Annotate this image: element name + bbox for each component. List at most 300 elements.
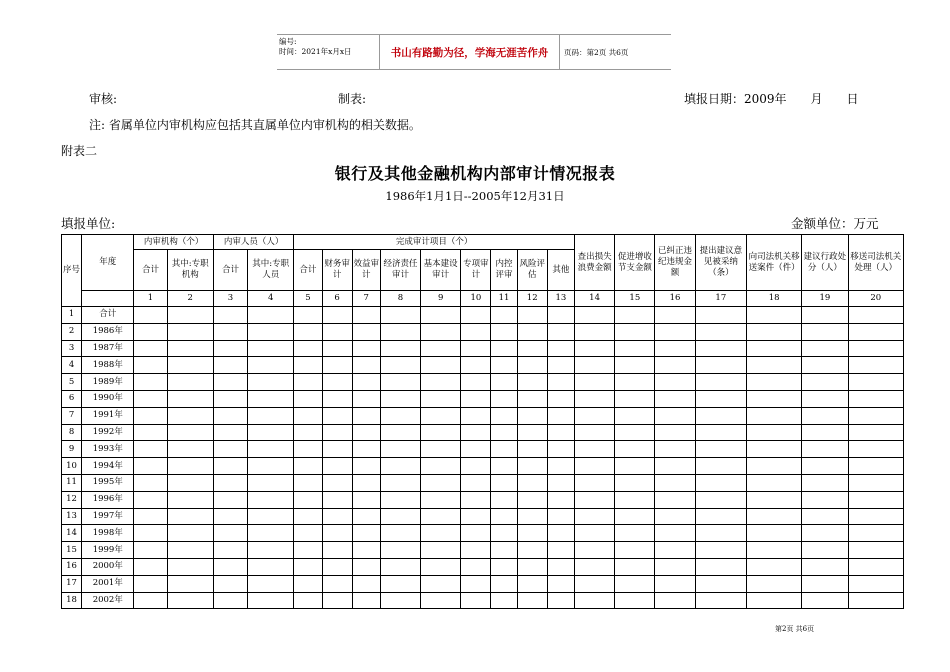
data-cell[interactable] [352,374,380,391]
data-cell[interactable] [167,441,213,458]
data-cell[interactable] [167,458,213,475]
data-cell[interactable] [574,491,614,508]
data-cell[interactable] [421,491,461,508]
data-cell[interactable] [421,525,461,542]
data-cell[interactable] [461,424,491,441]
data-cell[interactable] [380,542,420,559]
data-cell[interactable] [248,407,294,424]
data-cell[interactable] [491,525,517,542]
data-cell[interactable] [655,307,695,324]
data-cell[interactable] [461,508,491,525]
data-cell[interactable] [848,592,903,609]
data-cell[interactable] [517,307,547,324]
data-cell[interactable] [352,474,380,491]
data-cell[interactable] [167,508,213,525]
data-cell[interactable] [746,307,801,324]
data-cell[interactable] [248,390,294,407]
data-cell[interactable] [380,323,420,340]
data-cell[interactable] [322,458,352,475]
data-cell[interactable] [461,340,491,357]
data-cell[interactable] [746,458,801,475]
data-cell[interactable] [491,424,517,441]
data-cell[interactable] [615,307,655,324]
data-cell[interactable] [352,307,380,324]
data-cell[interactable] [517,407,547,424]
data-cell[interactable] [615,407,655,424]
data-cell[interactable] [167,307,213,324]
data-cell[interactable] [248,491,294,508]
data-cell[interactable] [380,474,420,491]
data-cell[interactable] [134,491,167,508]
data-cell[interactable] [848,575,903,592]
data-cell[interactable] [380,424,420,441]
data-cell[interactable] [746,525,801,542]
data-cell[interactable] [294,558,322,575]
data-cell[interactable] [491,441,517,458]
data-cell[interactable] [248,374,294,391]
data-cell[interactable] [213,575,247,592]
data-cell[interactable] [421,374,461,391]
data-cell[interactable] [167,340,213,357]
data-cell[interactable] [380,407,420,424]
data-cell[interactable] [491,558,517,575]
data-cell[interactable] [517,340,547,357]
data-cell[interactable] [547,474,574,491]
data-cell[interactable] [461,307,491,324]
data-cell[interactable] [615,525,655,542]
data-cell[interactable] [655,357,695,374]
data-cell[interactable] [655,542,695,559]
data-cell[interactable] [695,458,746,475]
data-cell[interactable] [248,592,294,609]
data-cell[interactable] [574,441,614,458]
data-cell[interactable] [248,340,294,357]
data-cell[interactable] [746,357,801,374]
data-cell[interactable] [167,491,213,508]
data-cell[interactable] [848,307,903,324]
data-cell[interactable] [322,323,352,340]
data-cell[interactable] [491,592,517,609]
data-cell[interactable] [134,542,167,559]
data-cell[interactable] [421,424,461,441]
data-cell[interactable] [352,340,380,357]
data-cell[interactable] [322,474,352,491]
data-cell[interactable] [421,558,461,575]
data-cell[interactable] [574,323,614,340]
data-cell[interactable] [574,307,614,324]
data-cell[interactable] [380,558,420,575]
data-cell[interactable] [802,542,848,559]
data-cell[interactable] [134,340,167,357]
data-cell[interactable] [491,323,517,340]
data-cell[interactable] [547,508,574,525]
data-cell[interactable] [574,558,614,575]
data-cell[interactable] [213,307,247,324]
data-cell[interactable] [248,307,294,324]
data-cell[interactable] [695,390,746,407]
data-cell[interactable] [134,575,167,592]
data-cell[interactable] [802,323,848,340]
data-cell[interactable] [213,491,247,508]
data-cell[interactable] [517,458,547,475]
data-cell[interactable] [517,575,547,592]
data-cell[interactable] [322,491,352,508]
data-cell[interactable] [695,491,746,508]
data-cell[interactable] [655,592,695,609]
data-cell[interactable] [547,357,574,374]
data-cell[interactable] [547,424,574,441]
data-cell[interactable] [615,508,655,525]
data-cell[interactable] [695,542,746,559]
data-cell[interactable] [655,575,695,592]
data-cell[interactable] [655,407,695,424]
data-cell[interactable] [517,525,547,542]
data-cell[interactable] [746,441,801,458]
data-cell[interactable] [695,307,746,324]
data-cell[interactable] [695,592,746,609]
data-cell[interactable] [294,474,322,491]
data-cell[interactable] [294,374,322,391]
data-cell[interactable] [352,575,380,592]
data-cell[interactable] [352,525,380,542]
data-cell[interactable] [461,491,491,508]
data-cell[interactable] [547,592,574,609]
data-cell[interactable] [655,374,695,391]
data-cell[interactable] [294,307,322,324]
data-cell[interactable] [746,474,801,491]
data-cell[interactable] [848,542,903,559]
data-cell[interactable] [848,491,903,508]
data-cell[interactable] [848,558,903,575]
data-cell[interactable] [380,390,420,407]
data-cell[interactable] [167,374,213,391]
data-cell[interactable] [213,424,247,441]
data-cell[interactable] [615,323,655,340]
data-cell[interactable] [848,357,903,374]
data-cell[interactable] [615,474,655,491]
data-cell[interactable] [167,474,213,491]
data-cell[interactable] [802,458,848,475]
data-cell[interactable] [574,340,614,357]
data-cell[interactable] [615,558,655,575]
data-cell[interactable] [213,558,247,575]
data-cell[interactable] [491,374,517,391]
data-cell[interactable] [421,508,461,525]
data-cell[interactable] [547,491,574,508]
data-cell[interactable] [322,508,352,525]
data-cell[interactable] [294,441,322,458]
data-cell[interactable] [322,441,352,458]
data-cell[interactable] [802,592,848,609]
data-cell[interactable] [547,323,574,340]
data-cell[interactable] [167,558,213,575]
data-cell[interactable] [134,508,167,525]
data-cell[interactable] [517,374,547,391]
data-cell[interactable] [134,357,167,374]
data-cell[interactable] [322,374,352,391]
data-cell[interactable] [695,508,746,525]
data-cell[interactable] [517,592,547,609]
data-cell[interactable] [294,575,322,592]
data-cell[interactable] [574,390,614,407]
data-cell[interactable] [547,340,574,357]
data-cell[interactable] [491,491,517,508]
data-cell[interactable] [746,390,801,407]
data-cell[interactable] [322,575,352,592]
data-cell[interactable] [802,508,848,525]
data-cell[interactable] [352,357,380,374]
data-cell[interactable] [134,424,167,441]
data-cell[interactable] [461,458,491,475]
data-cell[interactable] [695,525,746,542]
data-cell[interactable] [802,525,848,542]
data-cell[interactable] [294,407,322,424]
data-cell[interactable] [547,390,574,407]
data-cell[interactable] [491,508,517,525]
data-cell[interactable] [574,407,614,424]
data-cell[interactable] [322,542,352,559]
data-cell[interactable] [213,340,247,357]
data-cell[interactable] [421,357,461,374]
data-cell[interactable] [848,374,903,391]
data-cell[interactable] [461,575,491,592]
data-cell[interactable] [380,340,420,357]
data-cell[interactable] [746,407,801,424]
data-cell[interactable] [491,357,517,374]
data-cell[interactable] [547,307,574,324]
data-cell[interactable] [134,558,167,575]
data-cell[interactable] [134,441,167,458]
data-cell[interactable] [167,575,213,592]
data-cell[interactable] [294,323,322,340]
data-cell[interactable] [802,390,848,407]
data-cell[interactable] [655,558,695,575]
data-cell[interactable] [655,323,695,340]
data-cell[interactable] [421,441,461,458]
data-cell[interactable] [134,390,167,407]
data-cell[interactable] [380,525,420,542]
data-cell[interactable] [167,542,213,559]
data-cell[interactable] [517,323,547,340]
data-cell[interactable] [421,307,461,324]
data-cell[interactable] [574,357,614,374]
data-cell[interactable] [294,357,322,374]
data-cell[interactable] [134,323,167,340]
data-cell[interactable] [322,390,352,407]
data-cell[interactable] [547,458,574,475]
data-cell[interactable] [802,491,848,508]
data-cell[interactable] [615,592,655,609]
data-cell[interactable] [802,307,848,324]
data-cell[interactable] [322,424,352,441]
data-cell[interactable] [352,424,380,441]
data-cell[interactable] [655,390,695,407]
data-cell[interactable] [848,441,903,458]
data-cell[interactable] [380,575,420,592]
data-cell[interactable] [461,592,491,609]
data-cell[interactable] [461,357,491,374]
data-cell[interactable] [746,374,801,391]
data-cell[interactable] [848,424,903,441]
data-cell[interactable] [574,542,614,559]
data-cell[interactable] [352,542,380,559]
data-cell[interactable] [574,592,614,609]
data-cell[interactable] [248,558,294,575]
data-cell[interactable] [248,357,294,374]
data-cell[interactable] [421,575,461,592]
data-cell[interactable] [352,390,380,407]
data-cell[interactable] [248,323,294,340]
data-cell[interactable] [547,374,574,391]
data-cell[interactable] [802,374,848,391]
data-cell[interactable] [322,558,352,575]
data-cell[interactable] [491,575,517,592]
data-cell[interactable] [746,424,801,441]
data-cell[interactable] [322,407,352,424]
data-cell[interactable] [574,424,614,441]
data-cell[interactable] [695,575,746,592]
data-cell[interactable] [491,474,517,491]
data-cell[interactable] [421,390,461,407]
data-cell[interactable] [461,558,491,575]
data-cell[interactable] [213,525,247,542]
data-cell[interactable] [491,390,517,407]
data-cell[interactable] [695,474,746,491]
data-cell[interactable] [213,441,247,458]
data-cell[interactable] [294,424,322,441]
data-cell[interactable] [802,424,848,441]
data-cell[interactable] [167,525,213,542]
data-cell[interactable] [461,323,491,340]
data-cell[interactable] [547,441,574,458]
data-cell[interactable] [547,575,574,592]
data-cell[interactable] [421,323,461,340]
data-cell[interactable] [134,307,167,324]
data-cell[interactable] [746,575,801,592]
data-cell[interactable] [380,458,420,475]
data-cell[interactable] [517,508,547,525]
data-cell[interactable] [322,592,352,609]
data-cell[interactable] [294,542,322,559]
data-cell[interactable] [134,474,167,491]
data-cell[interactable] [380,592,420,609]
data-cell[interactable] [615,390,655,407]
data-cell[interactable] [461,390,491,407]
data-cell[interactable] [134,525,167,542]
data-cell[interactable] [294,340,322,357]
data-cell[interactable] [294,491,322,508]
data-cell[interactable] [294,390,322,407]
data-cell[interactable] [421,474,461,491]
data-cell[interactable] [491,542,517,559]
data-cell[interactable] [615,458,655,475]
data-cell[interactable] [517,558,547,575]
data-cell[interactable] [491,458,517,475]
data-cell[interactable] [547,525,574,542]
data-cell[interactable] [352,407,380,424]
data-cell[interactable] [655,441,695,458]
data-cell[interactable] [655,508,695,525]
data-cell[interactable] [491,340,517,357]
data-cell[interactable] [248,441,294,458]
data-cell[interactable] [615,340,655,357]
data-cell[interactable] [248,458,294,475]
data-cell[interactable] [322,525,352,542]
data-cell[interactable] [574,474,614,491]
data-cell[interactable] [695,357,746,374]
data-cell[interactable] [802,474,848,491]
data-cell[interactable] [213,374,247,391]
data-cell[interactable] [695,558,746,575]
data-cell[interactable] [461,474,491,491]
data-cell[interactable] [695,441,746,458]
data-cell[interactable] [322,340,352,357]
data-cell[interactable] [294,592,322,609]
data-cell[interactable] [547,407,574,424]
data-cell[interactable] [461,525,491,542]
data-cell[interactable] [421,542,461,559]
data-cell[interactable] [167,424,213,441]
data-cell[interactable] [802,441,848,458]
data-cell[interactable] [167,592,213,609]
data-cell[interactable] [421,592,461,609]
data-cell[interactable] [517,424,547,441]
data-cell[interactable] [615,357,655,374]
data-cell[interactable] [655,474,695,491]
data-cell[interactable] [421,458,461,475]
data-cell[interactable] [848,508,903,525]
data-cell[interactable] [213,592,247,609]
data-cell[interactable] [134,458,167,475]
data-cell[interactable] [322,307,352,324]
data-cell[interactable] [213,390,247,407]
data-cell[interactable] [352,508,380,525]
data-cell[interactable] [461,542,491,559]
data-cell[interactable] [517,491,547,508]
data-cell[interactable] [352,491,380,508]
data-cell[interactable] [491,407,517,424]
data-cell[interactable] [695,374,746,391]
data-cell[interactable] [517,474,547,491]
data-cell[interactable] [421,407,461,424]
data-cell[interactable] [248,474,294,491]
data-cell[interactable] [695,340,746,357]
data-cell[interactable] [574,525,614,542]
data-cell[interactable] [746,592,801,609]
data-cell[interactable] [746,340,801,357]
data-cell[interactable] [848,323,903,340]
data-cell[interactable] [574,458,614,475]
data-cell[interactable] [380,441,420,458]
data-cell[interactable] [517,542,547,559]
data-cell[interactable] [294,525,322,542]
data-cell[interactable] [380,374,420,391]
data-cell[interactable] [848,340,903,357]
data-cell[interactable] [655,525,695,542]
data-cell[interactable] [848,390,903,407]
data-cell[interactable] [167,357,213,374]
data-cell[interactable] [746,558,801,575]
data-cell[interactable] [352,558,380,575]
data-cell[interactable] [802,558,848,575]
data-cell[interactable] [615,374,655,391]
data-cell[interactable] [213,407,247,424]
data-cell[interactable] [294,458,322,475]
data-cell[interactable] [167,323,213,340]
data-cell[interactable] [248,525,294,542]
data-cell[interactable] [461,407,491,424]
data-cell[interactable] [167,390,213,407]
